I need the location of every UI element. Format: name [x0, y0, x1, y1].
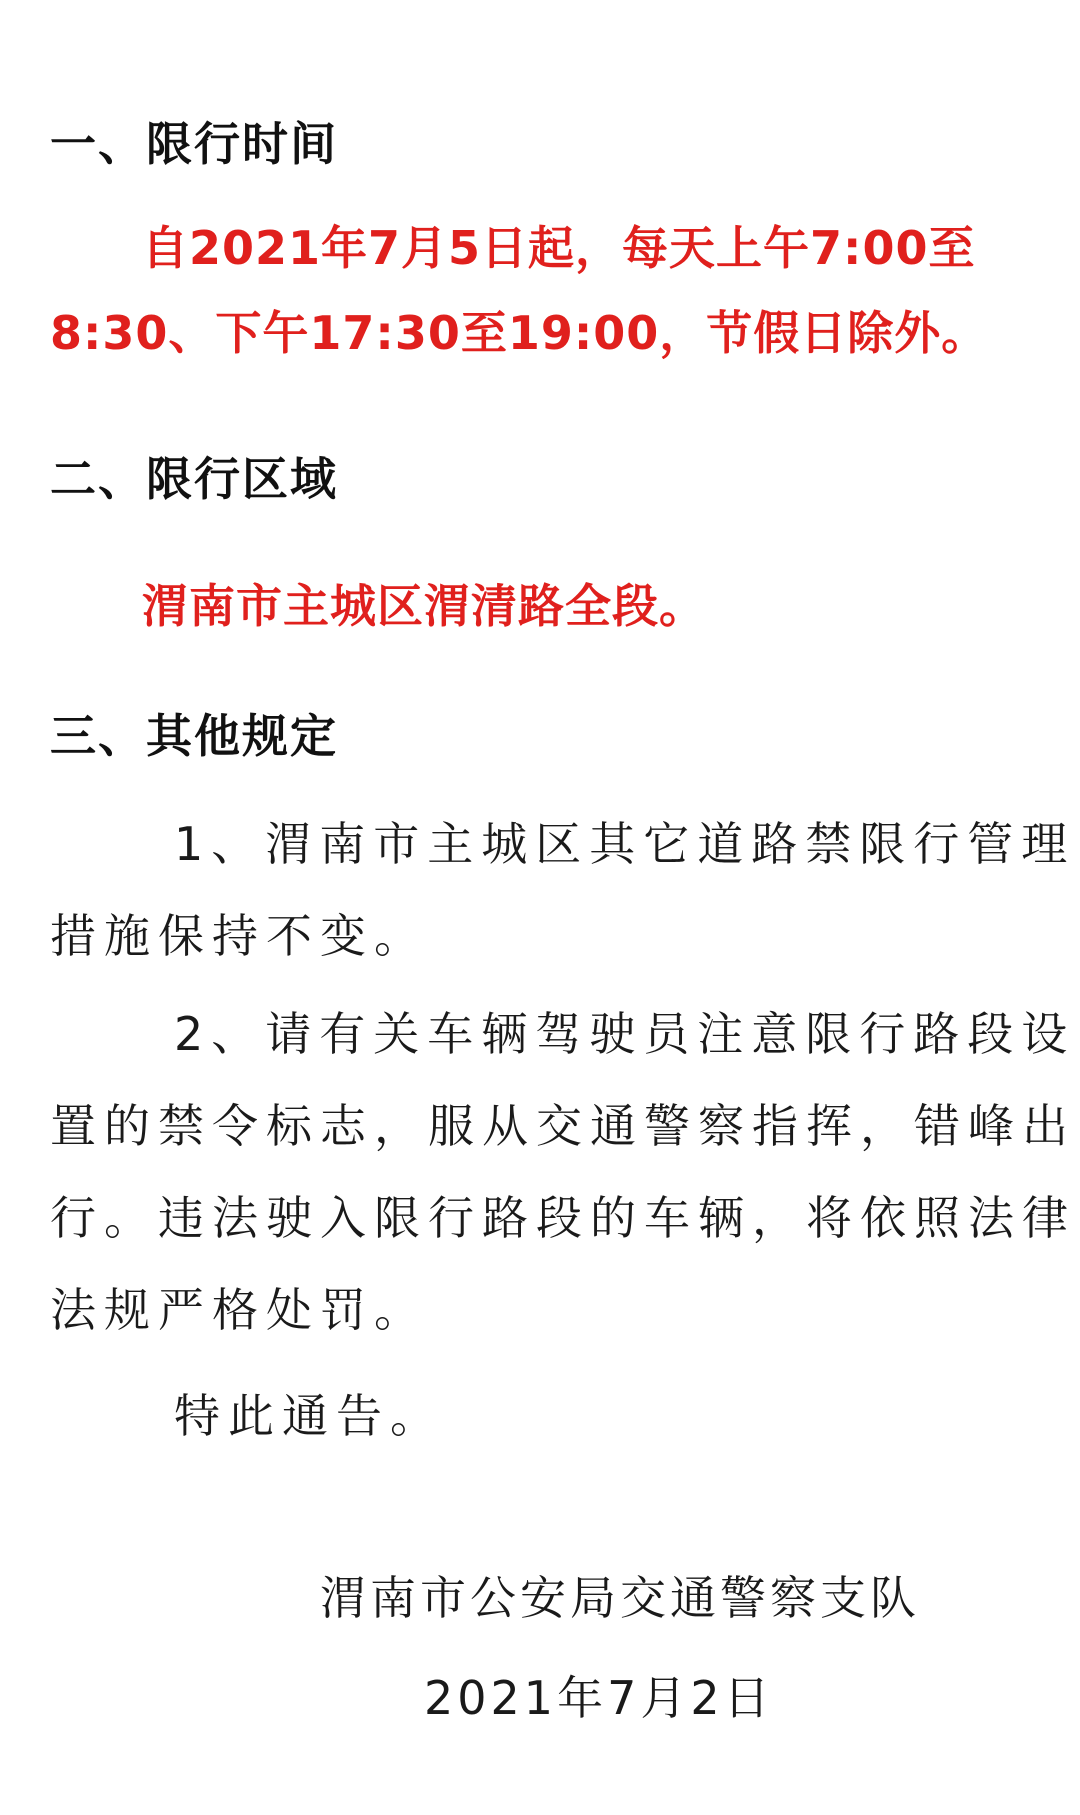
rule-1-line-2: 措施保持不变。: [50, 909, 428, 963]
section-3-heading: 三、其他规定: [50, 709, 338, 763]
rule-2-line-2: 置的禁令标志，服从交通警察指挥，错峰出: [50, 1099, 1076, 1153]
restriction-time-line-1: 自2021年7月5日起，每天上午7:00至: [142, 221, 976, 275]
section-2-heading: 二、限行区域: [50, 452, 338, 506]
rule-2-line-1: 2、请有关车辆驾驶员注意限行路段设: [174, 1007, 1076, 1061]
closing-statement: 特此通告。: [174, 1389, 444, 1443]
restriction-area-line: 渭南市主城区渭清路全段。: [142, 579, 706, 633]
issuer-name: 渭南市公安局交通警察支队: [320, 1571, 920, 1625]
section-1-heading: 一、限行时间: [50, 117, 338, 171]
restriction-time-line-2: 8:30、下午17:30至19:00，节假日除外。: [50, 306, 989, 360]
rule-1-line-1: 1、渭南市主城区其它道路禁限行管理: [174, 817, 1076, 871]
rule-2-line-4: 法规严格处罚。: [50, 1283, 428, 1337]
issue-date: 2021年7月2日: [424, 1671, 774, 1725]
rule-2-line-3: 行。违法驶入限行路段的车辆，将依照法律: [50, 1191, 1076, 1245]
